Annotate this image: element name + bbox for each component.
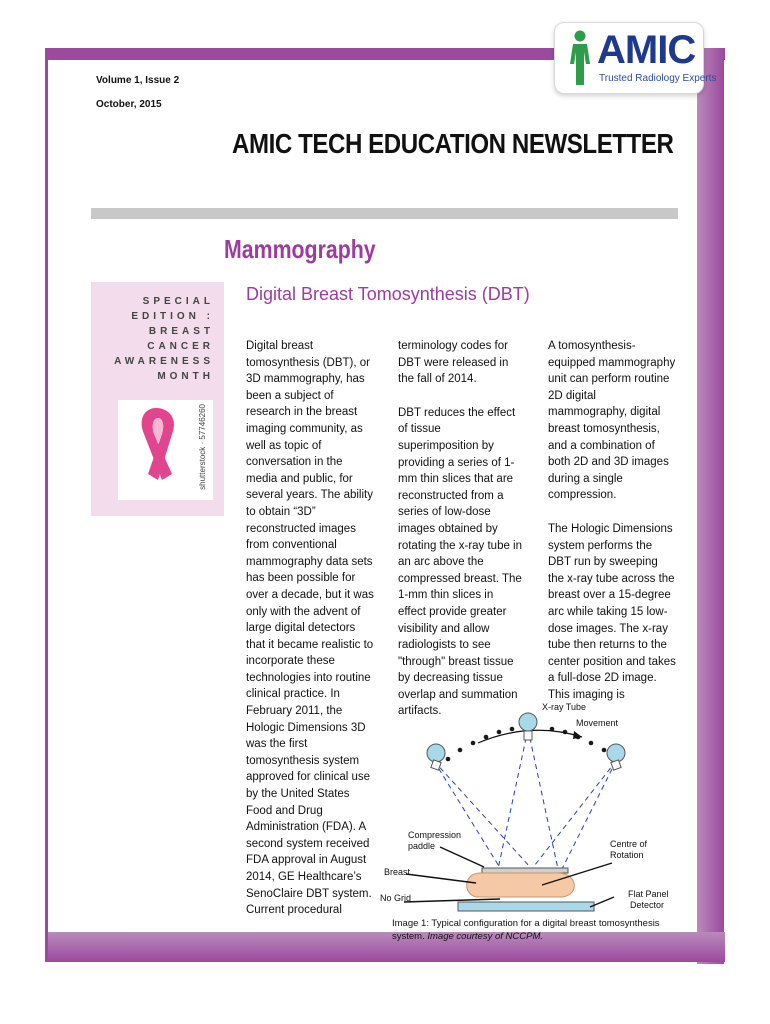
logo-name: AMIC <box>597 28 696 72</box>
label-detector: Detector <box>630 900 665 910</box>
article-column-3 <box>548 338 676 720</box>
label-breast: Breast <box>384 867 411 877</box>
paragraph: DBT reduces the effect of tissue superimposition by providing a series of 1-mm thin slices that are reconstructed from a series of low-dose images obtained by rotating the x-ray tube in an arc above the compressed breast. The 1-mm thin slices in effect provide greater visibility and allow radiologists to see "through" breast tissue by decreasing tissue overlap and summation artifacts. <box>398 406 523 718</box>
newsletter-title: AMIC TECH EDUCATION NEWSLETTER <box>232 128 674 159</box>
label-no-grid: No Grid <box>380 893 412 903</box>
paragraph: A tomosynthesis-equipped mammography unit can perform routine 2D digital mammography, digital breast tomosynthesis, and a combination of both 2D and 3D images during a single compression. <box>548 340 676 502</box>
amic-logo <box>554 22 717 94</box>
label-compression: Compression <box>408 830 462 840</box>
figure-caption <box>392 917 692 943</box>
header-divider <box>91 208 678 219</box>
caption-text: Image 1: Typical configuration for a digital breast tomosynthesis system. <box>392 918 660 942</box>
compression-paddle-shape <box>482 868 568 873</box>
special-edition-label: SPECIAL EDITION : BREAST CANCER AWARENESS MONTH <box>114 296 214 382</box>
article-column-2 <box>398 338 523 737</box>
xray-tube-left <box>427 744 445 770</box>
paragraph: terminology codes for DBT were released in the fall of 2014. <box>398 340 509 386</box>
label-movement: Movement <box>576 718 619 728</box>
label-centre: Centre of <box>610 839 648 849</box>
caption-credit: Image courtesy of NCCPM. <box>427 931 543 942</box>
label-paddle: paddle <box>408 841 436 851</box>
breast-shape <box>467 873 575 897</box>
movement-arrowhead <box>573 731 582 739</box>
article-column-1 <box>246 338 374 936</box>
pink-ribbon-image <box>118 400 213 500</box>
sidebar-special-edition <box>91 282 224 516</box>
label-xray-tube: X-ray Tube <box>542 702 587 712</box>
paragraph: The Hologic Dimensions system performs the DBT run by sweeping the x-ray tube across the breast over a 15-degree arc while taking 15 low-dose images. The x-ray tube then returns to the center position and takes a full-dose 2D image. This imaging is <box>548 522 676 701</box>
pink-ribbon-icon <box>118 400 198 500</box>
dbt-diagram <box>370 697 690 917</box>
paragraph: Digital breast tomosynthesis (DBT), or 3D mammography, has been a subject of research in the breast imaging community, as well as topic of conversation in the media and public, for several years. The ability to obtain “3D” reconstructed images from conventional mammography data sets has been possible for over a decade, but it was only with the advent of large digital detectors that it became realistic to incorporate these technologies into routine clinical practice. In February 2011, the Hologic Dimensions 3D was the first tomosynthesis system approved for clinical use by the United States Food and Drug Administration (FDA). A second system received FDA approval in August 2014, GE Healthcare’s SenoClaire DBT system. Current procedural <box>246 340 374 917</box>
person-figure-icon <box>565 29 595 87</box>
article-subtitle: Digital Breast Tomosynthesis (DBT) <box>246 284 530 304</box>
issue-date: October, 2015 <box>96 99 162 110</box>
logo-tagline: Trusted Radiology Experts <box>599 73 717 84</box>
volume-issue: Volume 1, Issue 2 <box>96 75 180 86</box>
section-title: Mammography <box>224 234 376 264</box>
xray-tube-right <box>607 744 625 770</box>
image-watermark: shutterstock · 57746260 <box>198 404 207 490</box>
frame-right-bar <box>697 48 724 964</box>
flat-panel-detector-shape <box>458 902 594 911</box>
xray-tube-center <box>519 713 537 740</box>
label-flat-panel: Flat Panel <box>628 889 669 899</box>
label-rotation: Rotation <box>610 850 644 860</box>
